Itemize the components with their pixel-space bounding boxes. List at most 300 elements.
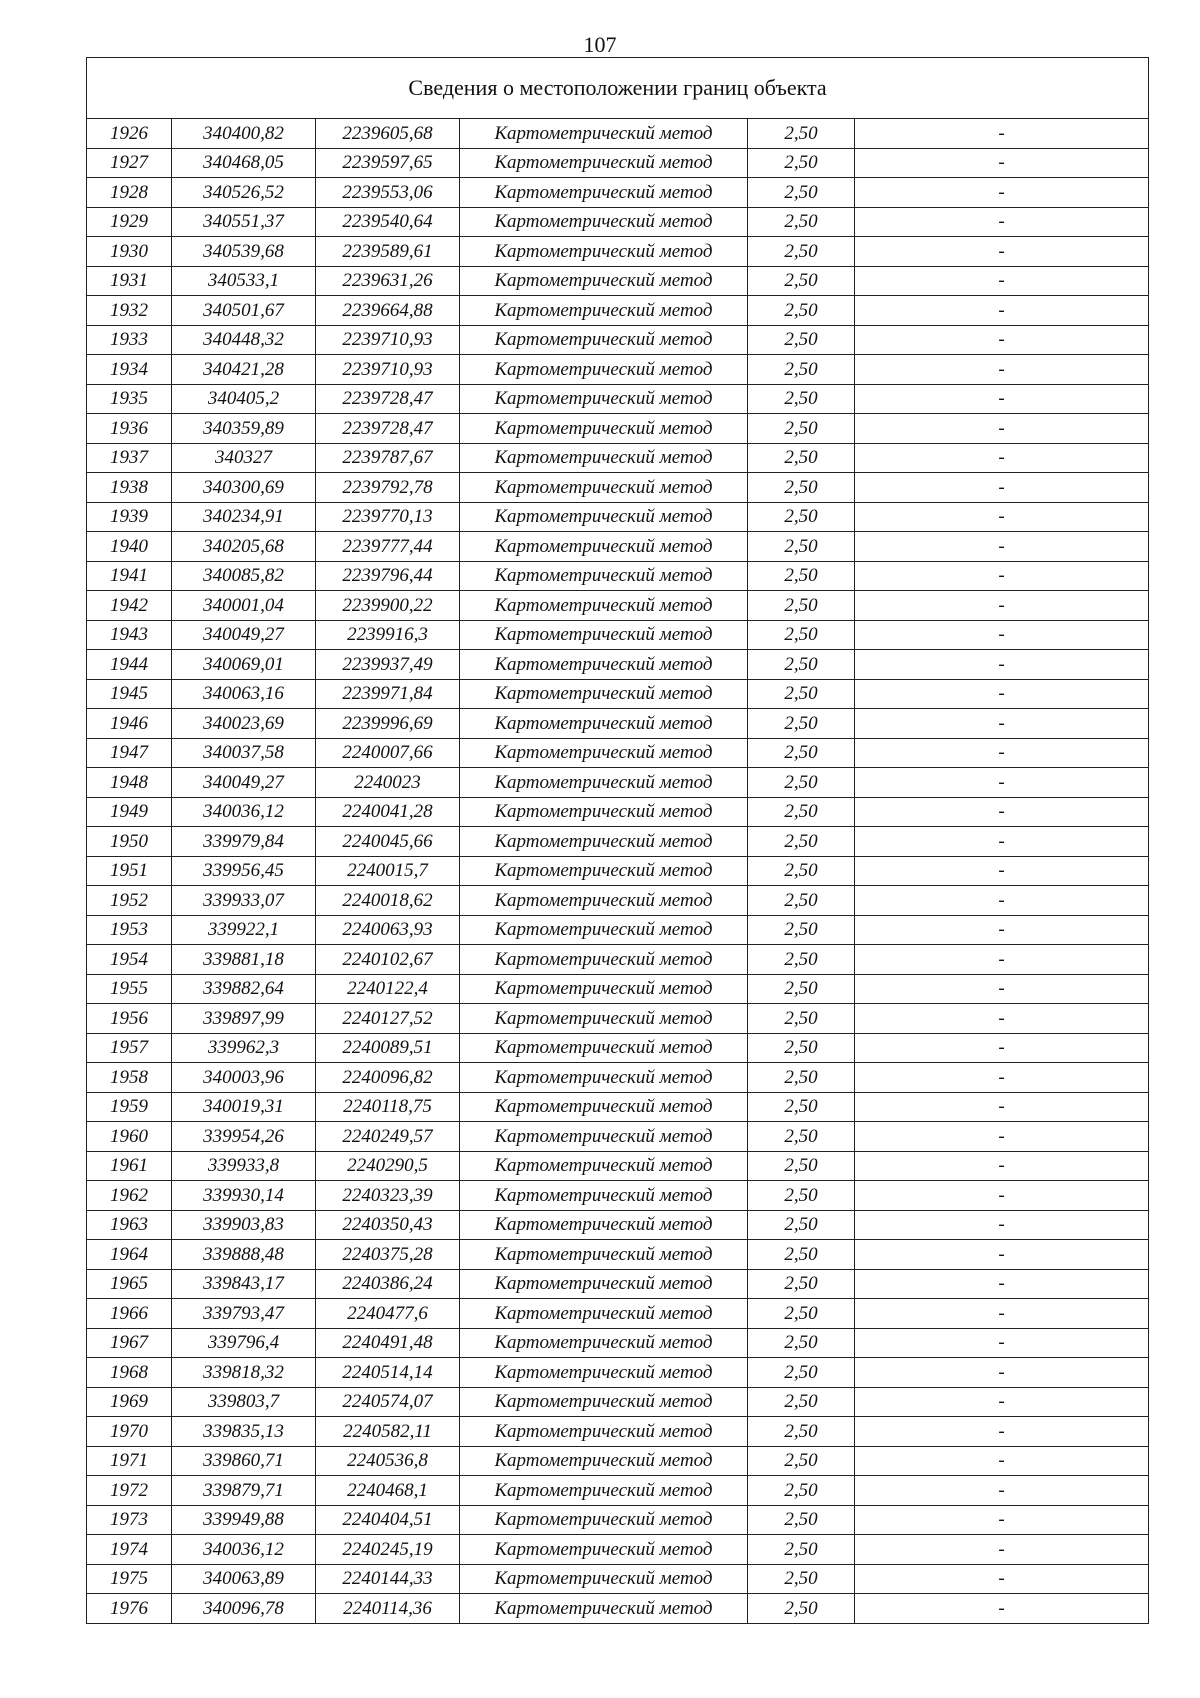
accuracy-cell: 2,50 [748,1446,855,1476]
x-coordinate-cell: 340036,12 [172,797,316,827]
accuracy-cell: 2,50 [748,1240,855,1270]
table-row [87,1505,1149,1535]
table-row [87,1328,1149,1358]
method-cell: Картометрический метод [460,1063,748,1093]
y-coordinate-cell: 2240404,51 [316,1505,460,1535]
point-number-cell: 1957 [87,1033,172,1063]
method-cell: Картометрический метод [460,207,748,237]
y-coordinate-cell: 2240063,93 [316,915,460,945]
table-row [87,797,1149,827]
method-cell: Картометрический метод [460,473,748,503]
table-row [87,355,1149,385]
x-coordinate-cell: 340063,89 [172,1564,316,1594]
table-row [87,532,1149,562]
y-coordinate-cell: 2240536,8 [316,1446,460,1476]
method-cell: Картометрический метод [460,384,748,414]
point-number-cell: 1969 [87,1387,172,1417]
x-coordinate-cell: 340400,82 [172,119,316,149]
method-cell: Картометрический метод [460,679,748,709]
description-cell: - [855,1594,1149,1624]
method-cell: Картометрический метод [460,237,748,267]
description-cell: - [855,1210,1149,1240]
accuracy-cell: 2,50 [748,1151,855,1181]
point-number-cell: 1976 [87,1594,172,1624]
x-coordinate-cell: 339879,71 [172,1476,316,1506]
accuracy-cell: 2,50 [748,148,855,178]
point-number-cell: 1941 [87,561,172,591]
y-coordinate-cell: 2239540,64 [316,207,460,237]
description-cell: - [855,1181,1149,1211]
table-row [87,1535,1149,1565]
x-coordinate-cell: 340096,78 [172,1594,316,1624]
method-cell: Картометрический метод [460,1092,748,1122]
point-number-cell: 1949 [87,797,172,827]
x-coordinate-cell: 339882,64 [172,974,316,1004]
y-coordinate-cell: 2240375,28 [316,1240,460,1270]
table-row [87,1417,1149,1447]
y-coordinate-cell: 2240015,7 [316,856,460,886]
point-number-cell: 1968 [87,1358,172,1388]
method-cell: Картометрический метод [460,1004,748,1034]
x-coordinate-cell: 340049,27 [172,768,316,798]
table-row [87,1446,1149,1476]
table-row [87,414,1149,444]
x-coordinate-cell: 339979,84 [172,827,316,857]
method-cell: Картометрический метод [460,325,748,355]
y-coordinate-cell: 2240477,6 [316,1299,460,1329]
y-coordinate-cell: 2239597,65 [316,148,460,178]
y-coordinate-cell: 2239796,44 [316,561,460,591]
table-row [87,237,1149,267]
y-coordinate-cell: 2240290,5 [316,1151,460,1181]
point-number-cell: 1960 [87,1122,172,1152]
y-coordinate-cell: 2239710,93 [316,325,460,355]
point-number-cell: 1933 [87,325,172,355]
method-cell: Картометрический метод [460,797,748,827]
description-cell: - [855,797,1149,827]
accuracy-cell: 2,50 [748,119,855,149]
accuracy-cell: 2,50 [748,679,855,709]
y-coordinate-cell: 2239631,26 [316,266,460,296]
accuracy-cell: 2,50 [748,266,855,296]
point-number-cell: 1964 [87,1240,172,1270]
accuracy-cell: 2,50 [748,591,855,621]
y-coordinate-cell: 2239664,88 [316,296,460,326]
y-coordinate-cell: 2240041,28 [316,797,460,827]
point-number-cell: 1961 [87,1151,172,1181]
point-number-cell: 1944 [87,650,172,680]
point-number-cell: 1930 [87,237,172,267]
table-row [87,709,1149,739]
y-coordinate-cell: 2240096,82 [316,1063,460,1093]
accuracy-cell: 2,50 [748,1594,855,1624]
accuracy-cell: 2,50 [748,827,855,857]
table-row [87,1210,1149,1240]
table-row [87,738,1149,768]
point-number-cell: 1956 [87,1004,172,1034]
y-coordinate-cell: 2239777,44 [316,532,460,562]
table-row [87,119,1149,149]
method-cell: Картометрический метод [460,1358,748,1388]
x-coordinate-cell: 339933,07 [172,886,316,916]
point-number-cell: 1929 [87,207,172,237]
point-number-cell: 1935 [87,384,172,414]
description-cell: - [855,1476,1149,1506]
description-cell: - [855,1358,1149,1388]
x-coordinate-cell: 339796,4 [172,1328,316,1358]
method-cell: Картометрический метод [460,414,748,444]
y-coordinate-cell: 2239900,22 [316,591,460,621]
y-coordinate-cell: 2240350,43 [316,1210,460,1240]
x-coordinate-cell: 340526,52 [172,178,316,208]
x-coordinate-cell: 340069,01 [172,650,316,680]
point-number-cell: 1973 [87,1505,172,1535]
accuracy-cell: 2,50 [748,1476,855,1506]
description-cell: - [855,473,1149,503]
method-cell: Картометрический метод [460,620,748,650]
table-row [87,1240,1149,1270]
x-coordinate-cell: 340468,05 [172,148,316,178]
y-coordinate-cell: 2240114,36 [316,1594,460,1624]
description-cell: - [855,1387,1149,1417]
point-number-cell: 1936 [87,414,172,444]
accuracy-cell: 2,50 [748,1181,855,1211]
method-cell: Картометрический метод [460,1033,748,1063]
accuracy-cell: 2,50 [748,532,855,562]
description-cell: - [855,266,1149,296]
method-cell: Картометрический метод [460,1535,748,1565]
description-cell: - [855,650,1149,680]
description-cell: - [855,325,1149,355]
x-coordinate-cell: 340234,91 [172,502,316,532]
accuracy-cell: 2,50 [748,915,855,945]
description-cell: - [855,886,1149,916]
table-row [87,296,1149,326]
method-cell: Картометрический метод [460,1181,748,1211]
point-number-cell: 1939 [87,502,172,532]
description-cell: - [855,1564,1149,1594]
table-row [87,443,1149,473]
boundary-coordinates-table [86,57,1149,1624]
y-coordinate-cell: 2240574,07 [316,1387,460,1417]
x-coordinate-cell: 339954,26 [172,1122,316,1152]
table-title: Сведения о местоположении границ объекта [87,58,1149,119]
description-cell: - [855,1004,1149,1034]
point-number-cell: 1974 [87,1535,172,1565]
method-cell: Картометрический метод [460,355,748,385]
x-coordinate-cell: 339881,18 [172,945,316,975]
table-row [87,1564,1149,1594]
y-coordinate-cell: 2240245,19 [316,1535,460,1565]
description-cell: - [855,1092,1149,1122]
x-coordinate-cell: 340063,16 [172,679,316,709]
accuracy-cell: 2,50 [748,797,855,827]
table-row [87,266,1149,296]
table-row [87,178,1149,208]
x-coordinate-cell: 340023,69 [172,709,316,739]
accuracy-cell: 2,50 [748,1535,855,1565]
y-coordinate-cell: 2240127,52 [316,1004,460,1034]
method-cell: Картометрический метод [460,945,748,975]
table-row [87,502,1149,532]
y-coordinate-cell: 2240102,67 [316,945,460,975]
description-cell: - [855,1446,1149,1476]
table-row [87,1269,1149,1299]
method-cell: Картометрический метод [460,650,748,680]
x-coordinate-cell: 340533,1 [172,266,316,296]
point-number-cell: 1928 [87,178,172,208]
description-cell: - [855,945,1149,975]
method-cell: Картометрический метод [460,1417,748,1447]
point-number-cell: 1959 [87,1092,172,1122]
accuracy-cell: 2,50 [748,384,855,414]
y-coordinate-cell: 2240118,75 [316,1092,460,1122]
point-number-cell: 1940 [87,532,172,562]
description-cell: - [855,119,1149,149]
x-coordinate-cell: 340036,12 [172,1535,316,1565]
table-row [87,1004,1149,1034]
accuracy-cell: 2,50 [748,620,855,650]
y-coordinate-cell: 2239589,61 [316,237,460,267]
x-coordinate-cell: 340448,32 [172,325,316,355]
x-coordinate-cell: 339835,13 [172,1417,316,1447]
accuracy-cell: 2,50 [748,738,855,768]
description-cell: - [855,1328,1149,1358]
point-number-cell: 1934 [87,355,172,385]
table-row [87,1063,1149,1093]
point-number-cell: 1951 [87,856,172,886]
x-coordinate-cell: 339922,1 [172,915,316,945]
point-number-cell: 1947 [87,738,172,768]
x-coordinate-cell: 340405,2 [172,384,316,414]
y-coordinate-cell: 2240249,57 [316,1122,460,1152]
method-cell: Картометрический метод [460,443,748,473]
description-cell: - [855,532,1149,562]
x-coordinate-cell: 339949,88 [172,1505,316,1535]
description-cell: - [855,1535,1149,1565]
method-cell: Картометрический метод [460,915,748,945]
table-title-row [87,58,1149,119]
description-cell: - [855,1122,1149,1152]
y-coordinate-cell: 2240323,39 [316,1181,460,1211]
method-cell: Картометрический метод [460,296,748,326]
table-row [87,1594,1149,1624]
point-number-cell: 1943 [87,620,172,650]
method-cell: Картометрический метод [460,266,748,296]
method-cell: Картометрический метод [460,532,748,562]
point-number-cell: 1926 [87,119,172,149]
accuracy-cell: 2,50 [748,856,855,886]
x-coordinate-cell: 339803,7 [172,1387,316,1417]
accuracy-cell: 2,50 [748,768,855,798]
accuracy-cell: 2,50 [748,443,855,473]
y-coordinate-cell: 2240045,66 [316,827,460,857]
y-coordinate-cell: 2240089,51 [316,1033,460,1063]
accuracy-cell: 2,50 [748,502,855,532]
accuracy-cell: 2,50 [748,1033,855,1063]
accuracy-cell: 2,50 [748,1387,855,1417]
accuracy-cell: 2,50 [748,1358,855,1388]
x-coordinate-cell: 340019,31 [172,1092,316,1122]
point-number-cell: 1946 [87,709,172,739]
description-cell: - [855,384,1149,414]
x-coordinate-cell: 339818,32 [172,1358,316,1388]
point-number-cell: 1966 [87,1299,172,1329]
description-cell: - [855,827,1149,857]
x-coordinate-cell: 340001,04 [172,591,316,621]
table-row [87,473,1149,503]
point-number-cell: 1971 [87,1446,172,1476]
x-coordinate-cell: 339860,71 [172,1446,316,1476]
table-row [87,945,1149,975]
y-coordinate-cell: 2240018,62 [316,886,460,916]
method-cell: Картометрический метод [460,709,748,739]
point-number-cell: 1932 [87,296,172,326]
x-coordinate-cell: 340003,96 [172,1063,316,1093]
y-coordinate-cell: 2239728,47 [316,384,460,414]
point-number-cell: 1954 [87,945,172,975]
description-cell: - [855,148,1149,178]
point-number-cell: 1942 [87,591,172,621]
description-cell: - [855,591,1149,621]
y-coordinate-cell: 2240144,33 [316,1564,460,1594]
method-cell: Картометрический метод [460,768,748,798]
method-cell: Картометрический метод [460,148,748,178]
method-cell: Картометрический метод [460,886,748,916]
table-row [87,148,1149,178]
accuracy-cell: 2,50 [748,1122,855,1152]
accuracy-cell: 2,50 [748,1299,855,1329]
method-cell: Картометрический метод [460,591,748,621]
table-row [87,384,1149,414]
point-number-cell: 1958 [87,1063,172,1093]
point-number-cell: 1948 [87,768,172,798]
description-cell: - [855,1417,1149,1447]
method-cell: Картометрический метод [460,502,748,532]
point-number-cell: 1945 [87,679,172,709]
accuracy-cell: 2,50 [748,178,855,208]
x-coordinate-cell: 340037,58 [172,738,316,768]
y-coordinate-cell: 2239971,84 [316,679,460,709]
description-cell: - [855,1063,1149,1093]
accuracy-cell: 2,50 [748,1269,855,1299]
y-coordinate-cell: 2239792,78 [316,473,460,503]
table-row [87,1181,1149,1211]
description-cell: - [855,296,1149,326]
description-cell: - [855,237,1149,267]
description-cell: - [855,178,1149,208]
y-coordinate-cell: 2240122,4 [316,974,460,1004]
accuracy-cell: 2,50 [748,886,855,916]
accuracy-cell: 2,50 [748,473,855,503]
description-cell: - [855,561,1149,591]
x-coordinate-cell: 339888,48 [172,1240,316,1270]
x-coordinate-cell: 340085,82 [172,561,316,591]
table-row [87,650,1149,680]
description-cell: - [855,355,1149,385]
accuracy-cell: 2,50 [748,296,855,326]
y-coordinate-cell: 2240491,48 [316,1328,460,1358]
method-cell: Картометрический метод [460,1299,748,1329]
table-row [87,207,1149,237]
x-coordinate-cell: 340327 [172,443,316,473]
table-row [87,1387,1149,1417]
description-cell: - [855,679,1149,709]
method-cell: Картометрический метод [460,1446,748,1476]
x-coordinate-cell: 339962,3 [172,1033,316,1063]
x-coordinate-cell: 339897,99 [172,1004,316,1034]
y-coordinate-cell: 2240468,1 [316,1476,460,1506]
description-cell: - [855,974,1149,1004]
table-row [87,827,1149,857]
accuracy-cell: 2,50 [748,1328,855,1358]
method-cell: Картометрический метод [460,119,748,149]
x-coordinate-cell: 340359,89 [172,414,316,444]
description-cell: - [855,856,1149,886]
accuracy-cell: 2,50 [748,974,855,1004]
x-coordinate-cell: 340421,28 [172,355,316,385]
table-row [87,856,1149,886]
description-cell: - [855,1151,1149,1181]
point-number-cell: 1970 [87,1417,172,1447]
table-row [87,1092,1149,1122]
point-number-cell: 1963 [87,1210,172,1240]
description-cell: - [855,1033,1149,1063]
method-cell: Картометрический метод [460,178,748,208]
description-cell: - [855,1240,1149,1270]
x-coordinate-cell: 339956,45 [172,856,316,886]
x-coordinate-cell: 339930,14 [172,1181,316,1211]
method-cell: Картометрический метод [460,738,748,768]
table-row [87,1033,1149,1063]
table-row [87,620,1149,650]
method-cell: Картометрический метод [460,1387,748,1417]
description-cell: - [855,768,1149,798]
accuracy-cell: 2,50 [748,414,855,444]
accuracy-cell: 2,50 [748,709,855,739]
y-coordinate-cell: 2239553,06 [316,178,460,208]
point-number-cell: 1937 [87,443,172,473]
x-coordinate-cell: 339793,47 [172,1299,316,1329]
y-coordinate-cell: 2240023 [316,768,460,798]
accuracy-cell: 2,50 [748,1505,855,1535]
accuracy-cell: 2,50 [748,1004,855,1034]
point-number-cell: 1931 [87,266,172,296]
accuracy-cell: 2,50 [748,325,855,355]
y-coordinate-cell: 2240514,14 [316,1358,460,1388]
y-coordinate-cell: 2240582,11 [316,1417,460,1447]
accuracy-cell: 2,50 [748,1063,855,1093]
description-cell: - [855,502,1149,532]
point-number-cell: 1953 [87,915,172,945]
x-coordinate-cell: 340049,27 [172,620,316,650]
method-cell: Картометрический метод [460,1564,748,1594]
x-coordinate-cell: 340551,37 [172,207,316,237]
method-cell: Картометрический метод [460,1476,748,1506]
method-cell: Картометрический метод [460,974,748,1004]
x-coordinate-cell: 339933,8 [172,1151,316,1181]
x-coordinate-cell: 339843,17 [172,1269,316,1299]
method-cell: Картометрический метод [460,856,748,886]
y-coordinate-cell: 2239770,13 [316,502,460,532]
x-coordinate-cell: 339903,83 [172,1210,316,1240]
method-cell: Картометрический метод [460,1240,748,1270]
accuracy-cell: 2,50 [748,561,855,591]
table-row [87,591,1149,621]
point-number-cell: 1967 [87,1328,172,1358]
table-row [87,561,1149,591]
method-cell: Картометрический метод [460,1269,748,1299]
